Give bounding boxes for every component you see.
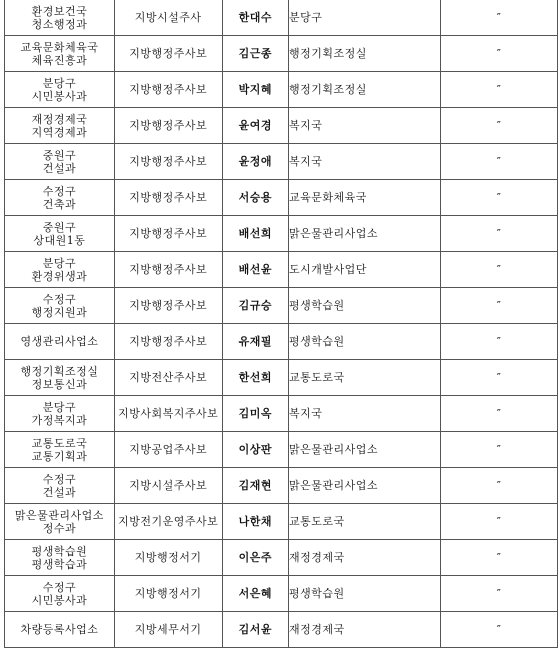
from-department: 수정구 건설과	[42, 472, 77, 499]
note-cell	[441, 144, 558, 180]
to-department: 행정기획조정실	[289, 83, 367, 96]
ditto-mark: ″	[496, 479, 502, 492]
note-cell	[441, 360, 558, 396]
from-department: 행정기획조정실 정보통신과	[20, 364, 99, 391]
grade: 지방행정주사보	[129, 119, 208, 132]
from-department-cell	[5, 36, 115, 72]
table-row	[5, 252, 558, 288]
name: 서승용	[238, 191, 272, 204]
from-department-cell	[5, 0, 115, 36]
table-row	[5, 288, 558, 324]
from-department: 평생학습원 평생학습과	[31, 544, 88, 571]
to-department-cell	[289, 216, 441, 252]
ditto-mark: ″	[496, 551, 502, 564]
grade-cell	[114, 36, 222, 72]
table-row	[5, 468, 558, 504]
from-department-cell	[5, 612, 115, 648]
grade-cell	[114, 180, 222, 216]
to-department-cell	[289, 72, 441, 108]
grade: 지방행정주사보	[129, 299, 208, 312]
ditto-mark: ″	[496, 335, 502, 348]
name-cell	[222, 468, 288, 504]
from-department-cell	[5, 144, 115, 180]
grade-cell	[114, 0, 222, 36]
from-department-cell	[5, 432, 115, 468]
from-department-cell	[5, 252, 115, 288]
note-cell	[441, 396, 558, 432]
grade-cell	[114, 396, 222, 432]
to-department: 평생학습원	[289, 335, 345, 348]
to-department-cell	[289, 144, 441, 180]
grade: 지방행정주사보	[129, 227, 208, 240]
grade-cell	[114, 504, 222, 540]
table-row	[5, 72, 558, 108]
from-department: 분당구 시민봉사과	[31, 76, 88, 103]
table-row	[5, 0, 558, 36]
grade: 지방행정주사보	[129, 335, 208, 348]
grade: 지방행정서기	[134, 551, 202, 564]
grade-cell	[114, 432, 222, 468]
to-department: 재정경제국	[289, 551, 345, 564]
to-department-cell	[289, 360, 441, 396]
ditto-mark: ″	[496, 155, 502, 168]
from-department-cell	[5, 180, 115, 216]
to-department: 재정경제국	[289, 623, 345, 636]
name: 나한채	[238, 515, 272, 528]
to-department: 맑은물관리사업소	[289, 479, 379, 492]
note-cell	[441, 72, 558, 108]
to-department: 교육문화체육국	[289, 191, 367, 204]
name: 한선희	[238, 371, 272, 384]
name-cell	[222, 540, 288, 576]
to-department: 행정기획조정실	[289, 47, 367, 60]
from-department: 중원구 상대원1동	[33, 220, 86, 247]
from-department-cell	[5, 288, 115, 324]
ditto-mark: ″	[496, 191, 502, 204]
name: 유재필	[238, 335, 272, 348]
to-department-cell	[289, 252, 441, 288]
to-department: 복지국	[289, 155, 323, 168]
to-department: 맑은물관리사업소	[289, 443, 379, 456]
grade: 지방사회복지주사보	[118, 407, 219, 420]
ditto-mark: ″	[496, 299, 502, 312]
name: 배선윤	[238, 263, 272, 276]
note-cell	[441, 180, 558, 216]
to-department: 복지국	[289, 119, 323, 132]
to-department: 교통도로국	[289, 371, 345, 384]
grade-cell	[114, 72, 222, 108]
name-cell	[222, 288, 288, 324]
to-department: 복지국	[289, 407, 323, 420]
name: 김규승	[238, 299, 272, 312]
note-cell	[441, 36, 558, 72]
from-department: 분당구 환경위생과	[31, 256, 88, 283]
from-department: 영생관리사업소	[20, 335, 99, 348]
ditto-mark: ″	[496, 119, 502, 132]
name: 김미옥	[238, 407, 272, 420]
grade-cell	[114, 324, 222, 360]
personnel-table	[4, 0, 558, 648]
from-department-cell	[5, 324, 115, 360]
ditto-mark: ″	[496, 623, 502, 636]
to-department: 교통도로국	[289, 515, 345, 528]
table-row	[5, 432, 558, 468]
from-department-cell	[5, 216, 115, 252]
to-department-cell	[289, 0, 441, 36]
grade: 지방행정주사보	[129, 263, 208, 276]
ditto-mark: ″	[496, 47, 502, 60]
grade: 지방행정주사보	[129, 191, 208, 204]
name: 김서윤	[238, 623, 272, 636]
to-department-cell	[289, 612, 441, 648]
to-department: 평생학습원	[289, 299, 345, 312]
from-department: 교통도로국 교통기획과	[31, 436, 88, 463]
from-department-cell	[5, 468, 115, 504]
grade-cell	[114, 576, 222, 612]
name-cell	[222, 504, 288, 540]
table-row	[5, 36, 558, 72]
to-department: 맑은물관리사업소	[289, 227, 379, 240]
grade-cell	[114, 288, 222, 324]
note-cell	[441, 612, 558, 648]
from-department-cell	[5, 576, 115, 612]
name-cell	[222, 324, 288, 360]
note-cell	[441, 432, 558, 468]
from-department-cell	[5, 360, 115, 396]
table-row	[5, 360, 558, 396]
name: 김재현	[238, 479, 272, 492]
from-department-cell	[5, 504, 115, 540]
table-row	[5, 108, 558, 144]
name-cell	[222, 180, 288, 216]
grade-cell	[114, 252, 222, 288]
name: 한대수	[238, 11, 272, 24]
grade: 지방전산주사보	[129, 371, 208, 384]
ditto-mark: ″	[496, 515, 502, 528]
to-department-cell	[289, 432, 441, 468]
grade-cell	[114, 468, 222, 504]
to-department-cell	[289, 108, 441, 144]
grade-cell	[114, 612, 222, 648]
name: 이은주	[238, 551, 272, 564]
grade: 지방행정주사보	[129, 155, 208, 168]
name-cell	[222, 0, 288, 36]
ditto-mark: ″	[496, 371, 502, 384]
grade: 지방공업주사보	[129, 443, 208, 456]
to-department-cell	[289, 180, 441, 216]
name-cell	[222, 576, 288, 612]
grade: 지방세무서기	[134, 623, 202, 636]
from-department: 재정경제국 지역경제과	[31, 112, 88, 139]
table-row	[5, 504, 558, 540]
note-cell	[441, 0, 558, 36]
name-cell	[222, 396, 288, 432]
ditto-mark: ″	[496, 443, 502, 456]
note-cell	[441, 324, 558, 360]
note-cell	[441, 576, 558, 612]
table-row	[5, 396, 558, 432]
note-cell	[441, 216, 558, 252]
ditto-mark: ″	[496, 83, 502, 96]
from-department: 분당구 가정복지과	[31, 400, 88, 427]
name: 서은혜	[238, 587, 272, 600]
from-department-cell	[5, 540, 115, 576]
name-cell	[222, 252, 288, 288]
grade-cell	[114, 360, 222, 396]
from-department: 수정구 건축과	[42, 184, 77, 211]
to-department-cell	[289, 396, 441, 432]
table-row	[5, 144, 558, 180]
name: 김근종	[238, 47, 272, 60]
to-department: 분당구	[289, 11, 323, 24]
name: 윤여경	[238, 119, 272, 132]
note-cell	[441, 288, 558, 324]
from-department: 수정구 행정지원과	[31, 292, 88, 319]
from-department: 맑은물관리사업소 정수과	[14, 508, 104, 535]
name: 이상판	[238, 443, 272, 456]
from-department-cell	[5, 72, 115, 108]
grade-cell	[114, 540, 222, 576]
from-department: 차량등록사업소	[20, 623, 99, 636]
table-row	[5, 324, 558, 360]
name-cell	[222, 108, 288, 144]
name-cell	[222, 36, 288, 72]
from-department: 환경보건국 청소행정과	[31, 4, 88, 31]
name-cell	[222, 216, 288, 252]
grade-cell	[114, 144, 222, 180]
from-department-cell	[5, 396, 115, 432]
note-cell	[441, 252, 558, 288]
to-department-cell	[289, 36, 441, 72]
grade-cell	[114, 108, 222, 144]
to-department-cell	[289, 540, 441, 576]
name: 윤정애	[238, 155, 272, 168]
grade-cell	[114, 216, 222, 252]
name-cell	[222, 360, 288, 396]
to-department: 도시개발사업단	[289, 263, 367, 276]
table-row	[5, 540, 558, 576]
ditto-mark: ″	[496, 587, 502, 600]
to-department-cell	[289, 468, 441, 504]
from-department: 교육문화체육국 체육진흥과	[20, 40, 99, 67]
grade: 지방시설주사	[134, 11, 202, 24]
table-row	[5, 576, 558, 612]
grade: 지방행정주사보	[129, 83, 208, 96]
to-department-cell	[289, 504, 441, 540]
to-department-cell	[289, 288, 441, 324]
ditto-mark: ″	[496, 407, 502, 420]
ditto-mark: ″	[496, 227, 502, 240]
ditto-mark: ″	[496, 263, 502, 276]
table-row	[5, 180, 558, 216]
to-department-cell	[289, 576, 441, 612]
note-cell	[441, 504, 558, 540]
name-cell	[222, 72, 288, 108]
from-department: 중원구 건설과	[42, 148, 77, 175]
personnel-table-body	[5, 0, 558, 648]
from-department-cell	[5, 108, 115, 144]
note-cell	[441, 468, 558, 504]
name-cell	[222, 432, 288, 468]
grade: 지방시설주사보	[129, 479, 208, 492]
table-row	[5, 216, 558, 252]
name-cell	[222, 612, 288, 648]
from-department: 수정구 시민봉사과	[31, 580, 88, 607]
note-cell	[441, 540, 558, 576]
table-row	[5, 612, 558, 648]
grade: 지방행정주사보	[129, 47, 208, 60]
grade: 지방전기운영주사보	[118, 515, 219, 528]
name: 배선희	[238, 227, 272, 240]
name: 박지혜	[238, 83, 272, 96]
name-cell	[222, 144, 288, 180]
to-department: 평생학습원	[289, 587, 345, 600]
ditto-mark: ″	[496, 11, 502, 24]
grade: 지방행정서기	[134, 587, 202, 600]
note-cell	[441, 108, 558, 144]
to-department-cell	[289, 324, 441, 360]
